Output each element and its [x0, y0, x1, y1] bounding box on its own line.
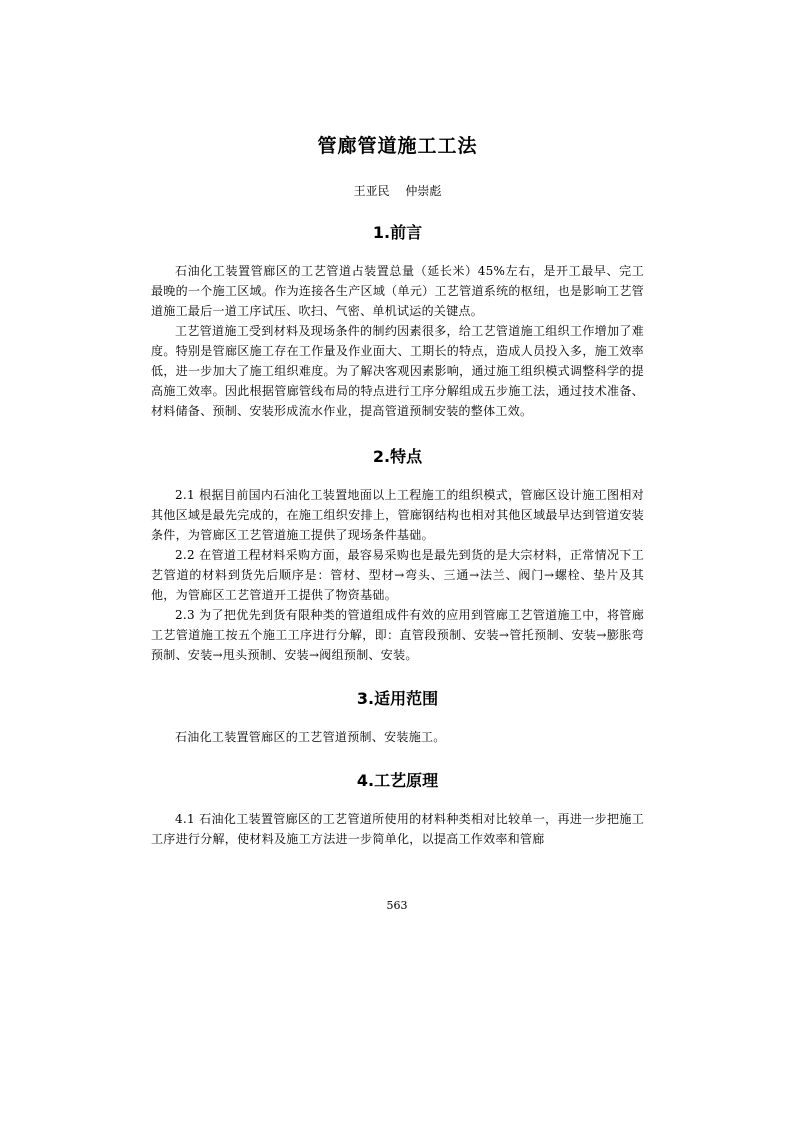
paragraph: 2.3 为了把优先到货有限种类的管道组成件有效的应用到管廊工艺管道施工中，将管廊工艺管道施工按五个施工工序进行分解，即：直管段预制、安装→管托预制、安装→膨胀弯预制、安装→甩头预制、安装→阀组预制、安装。: [151, 608, 644, 662]
paragraph: 石油化工装置管廊区的工艺管道预制、安装施工。: [175, 730, 446, 744]
paper-page: [151, 126, 644, 849]
section-body-principle: [151, 809, 644, 849]
page-number: 563: [386, 899, 408, 912]
paragraph: 4.1 石油化工装置管廊区的工艺管道所使用的材料种类相对比较单一，再进一步把施工工序进行分解，使材料及施工方法进一步简单化，以提高工作效率和管廊: [151, 812, 644, 846]
section-heading-principle: 4.工艺原理: [356, 771, 439, 790]
section-body-scope: [151, 727, 644, 747]
paragraph: 2.2 在管道工程材料采购方面，最容易采购也是最先到货的是大宗材料，正常情况下工艺管道的材料到货先后顺序是：管材、型材→弯头、三通→法兰、阀门→螺栓、垫片及其他，为管廊区工艺管道开工提供了物资基础。: [151, 548, 644, 602]
paragraph: 工艺管道施工受到材料及现场条件的制约因素很多，给工艺管道施工组织工作增加了难度。特别是管廊区施工存在工作量及作业面大、工期长的特点，造成人员投入多，施工效率低，进一步加大了施工组织难度。为了解决客观因素影响，通过施工组织模式调整科学的提高施工效率。因此根据管廊管线布局的特点进行工序分解组成五步施工法，通过技术准备、材料储备、预制、安装形成流水作业，提高管道预制安装的整体工效。: [151, 324, 644, 418]
paragraph: 2.1 根据目前国内石油化工装置地面以上工程施工的组织模式，管廊区设计施工图相对其他区域是最先完成的，在施工组织安排上，管廊钢结构也相对其他区域最早达到管道安装条件，为管廊区工艺管道施工提供了现场条件基础。: [151, 488, 644, 542]
section-heading-preface: 1.前言: [372, 223, 423, 242]
section-body-features: [151, 485, 644, 665]
paper-authors: 王亚民 仲崇彪: [353, 184, 442, 198]
paper-title: 管廊管道施工工法: [317, 135, 478, 157]
section-body-preface: [151, 261, 644, 421]
section-heading-features: 2.特点: [372, 447, 423, 466]
paragraph: 石油化工装置管廊区的工艺管道占装置总量（延长米）45%左右，是开工最早、完工最晚的一个施工区域。作为连接各生产区域（单元）工艺管道系统的枢纽，也是影响工艺管道施工最后一道工序试压、吹扫、气密、单机试运的关键点。: [151, 264, 644, 318]
section-heading-scope: 3.适用范围: [356, 689, 439, 708]
